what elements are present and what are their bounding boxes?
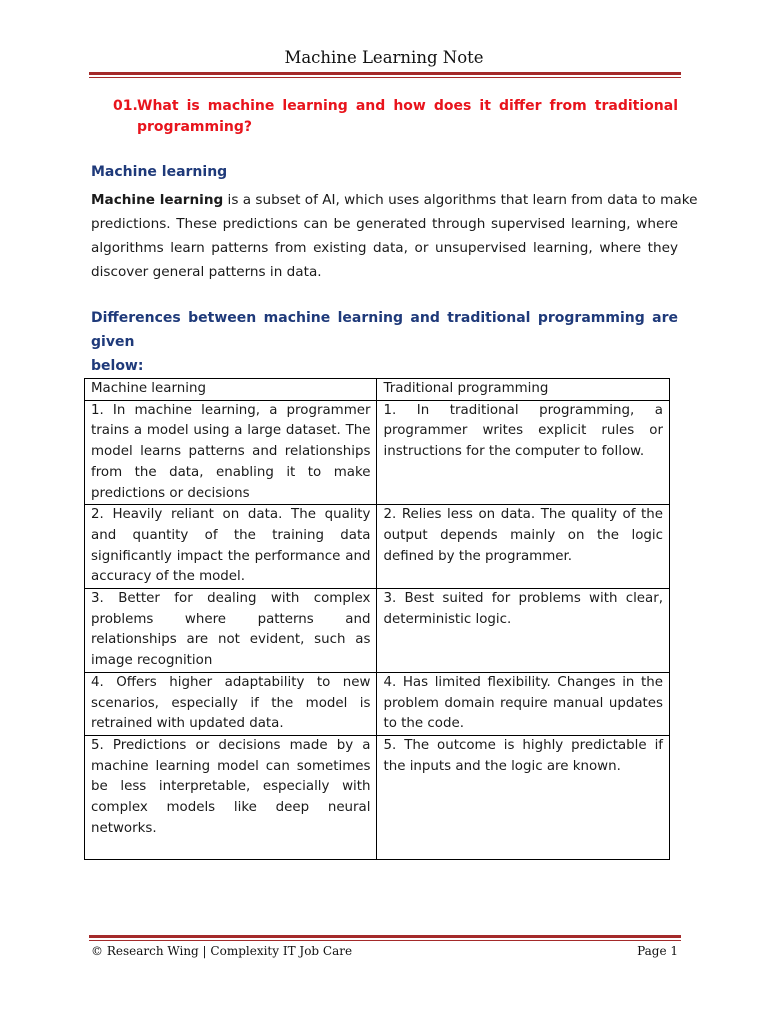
table-cell: 4. Offers higher adaptability to new scenarios, especially if the model is retrained with updated data. xyxy=(85,672,377,735)
table-header-cell: Traditional programming xyxy=(377,379,670,401)
header-divider xyxy=(89,72,681,78)
table-row xyxy=(85,735,670,859)
table-cell: 4. Has limited flexibility. Changes in the problem domain require manual updates to the code. xyxy=(377,672,670,735)
table-cell: 2. Heavily reliant on data. The quality and quantity of the training data significantly impact the performance and accuracy of the model. xyxy=(85,505,377,589)
bold-term: Machine learning xyxy=(91,192,224,208)
footer-copyright: © Research Wing | Complexity IT Job Care xyxy=(91,944,353,958)
header-title: Machine Learning Note xyxy=(284,48,484,67)
table-cell: 3. Best suited for problems with clear, deterministic logic. xyxy=(377,589,670,673)
question-line-2: programming? xyxy=(137,119,253,135)
table-row xyxy=(85,589,670,673)
table-row xyxy=(85,400,670,505)
table-cell: 3. Better for dealing with complex problems where patterns and relationships are not evident, such as image recognition xyxy=(85,589,377,673)
differences-line-2: below: xyxy=(91,358,144,374)
table-cell: 5. Predictions or decisions made by a machine learning model can sometimes be less interpretable, especially with complex models like deep neural networks. xyxy=(85,735,377,859)
table-cell: 1. In machine learning, a programmer trains a model using a large dataset. The model learns patterns and relationships from the data, enabling it to make predictions or decisions xyxy=(85,400,377,505)
question-line-1: What is machine learning and how does it differ from traditional xyxy=(137,98,678,114)
footer-page-number: Page 1 xyxy=(637,944,678,958)
paragraph-line-3: algorithms learn patterns from existing data, or unsupervised learning, where they xyxy=(91,240,678,256)
table-header-row xyxy=(85,379,670,401)
question-heading xyxy=(113,96,678,138)
paragraph-line-4: discover general patterns in data. xyxy=(91,264,322,280)
comparison-table xyxy=(84,378,670,860)
table-row xyxy=(85,505,670,589)
table-cell: 2. Relies less on data. The quality of the output depends mainly on the logic defined by the programmer. xyxy=(377,505,670,589)
differences-line-1: Differences between machine learning and traditional programming are given xyxy=(91,310,678,350)
question-number: 01. xyxy=(113,98,138,114)
table-cell: 1. In traditional programming, a programmer writes explicit rules or instructions for the computer to follow. xyxy=(377,400,670,505)
question-text xyxy=(137,96,678,138)
paragraph-line-1-rest: is a subset of AI, which uses algorithms that learn from data to make xyxy=(223,192,698,208)
paragraph-line-2: predictions. These predictions can be generated through supervised learning, where xyxy=(91,216,678,232)
table-header-cell: Machine learning xyxy=(85,379,377,401)
table-cell: 5. The outcome is highly predictable if the inputs and the logic are known. xyxy=(377,735,670,859)
section-heading: Machine learning xyxy=(91,164,228,180)
footer-divider xyxy=(89,935,681,941)
paragraph-line-1 xyxy=(91,188,698,212)
differences-heading xyxy=(91,306,678,378)
table-row xyxy=(85,672,670,735)
intro-paragraph xyxy=(91,188,698,284)
